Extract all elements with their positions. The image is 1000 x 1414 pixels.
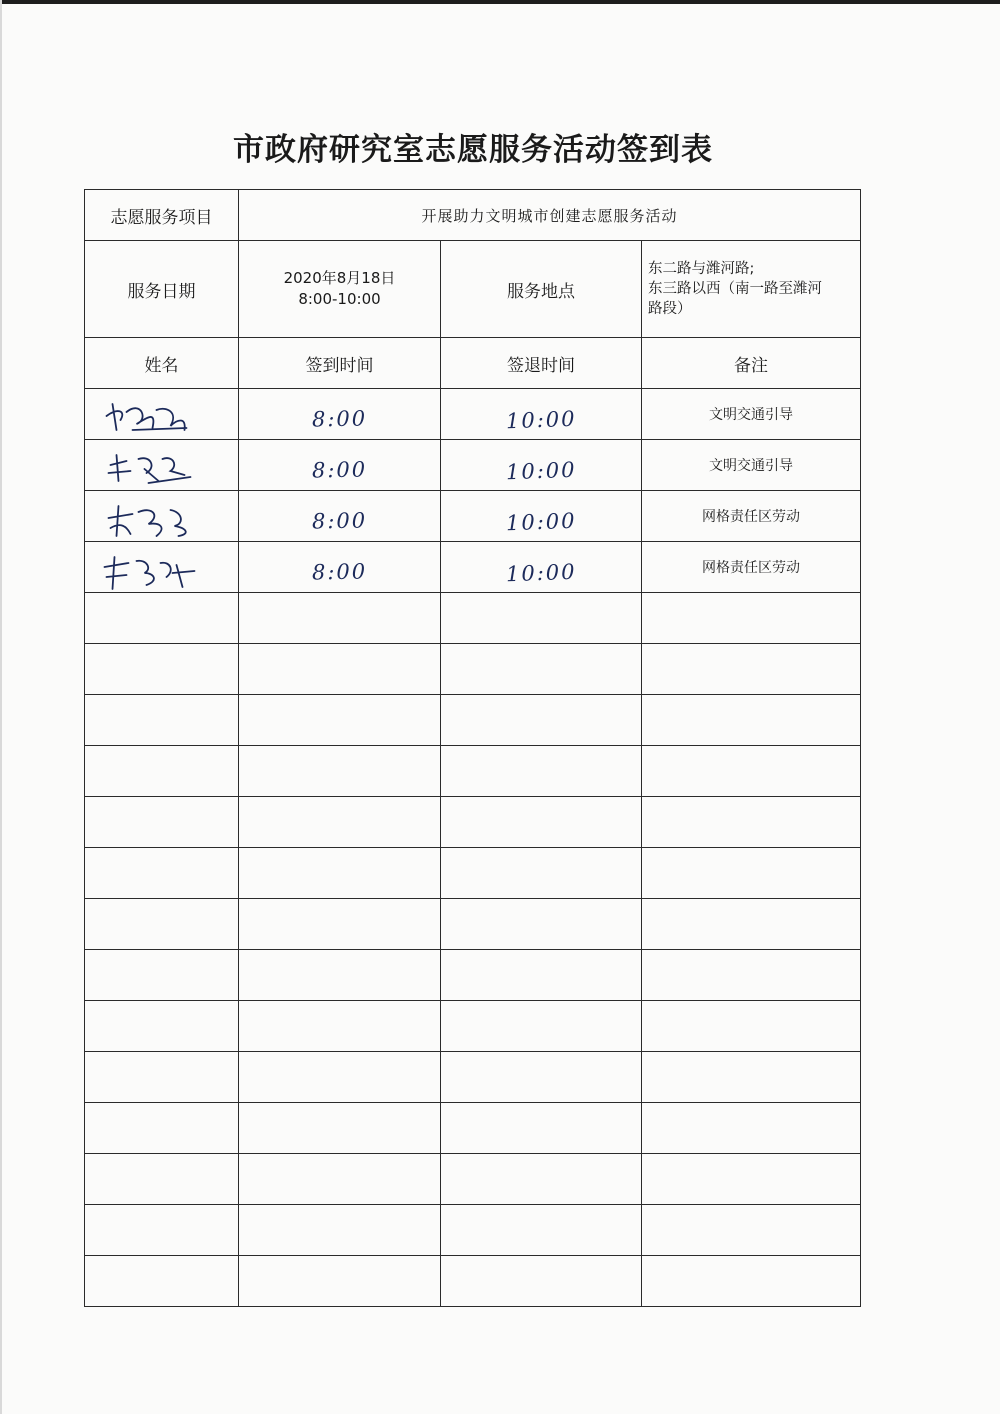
empty-row — [85, 746, 861, 797]
name-cell — [85, 1205, 239, 1256]
service-row — [85, 241, 861, 338]
page-title: 市政府研究室志愿服务活动签到表 — [233, 132, 713, 168]
signout-cell — [441, 593, 642, 644]
note-cell — [642, 797, 861, 848]
signin-cell — [239, 695, 441, 746]
column-header-signin: 签到时间 — [239, 338, 441, 389]
signout-cell — [441, 542, 642, 593]
signout-cell — [441, 746, 642, 797]
signout-time: 10:00 — [505, 508, 577, 536]
note-cell — [642, 848, 861, 899]
signin-cell — [239, 542, 441, 593]
note-cell — [642, 746, 861, 797]
signature-stroke — [105, 557, 195, 589]
name-cell — [85, 1154, 239, 1205]
empty-row — [85, 797, 861, 848]
signout-cell — [441, 950, 642, 1001]
note-cell — [642, 950, 861, 1001]
note-cell — [642, 440, 861, 491]
signout-cell — [441, 899, 642, 950]
name-cell — [85, 797, 239, 848]
signin-cell — [239, 950, 441, 1001]
project-value: 开展助力文明城市创建志愿服务活动 — [239, 190, 861, 241]
signout-cell — [441, 1205, 642, 1256]
name-cell — [85, 491, 239, 542]
signin-cell — [239, 899, 441, 950]
signout-cell — [441, 1001, 642, 1052]
note-cell — [642, 899, 861, 950]
signout-cell — [441, 1256, 642, 1307]
place-value — [642, 241, 861, 338]
project-row — [85, 190, 861, 241]
handwritten-signature — [85, 492, 238, 540]
handwritten-signature — [85, 543, 238, 591]
note-cell — [642, 1154, 861, 1205]
table-row — [85, 389, 861, 440]
signin-cell — [239, 593, 441, 644]
empty-row — [85, 695, 861, 746]
table-body — [85, 389, 861, 1307]
signout-cell — [441, 797, 642, 848]
signin-cell — [239, 1001, 441, 1052]
date-line-1: 2020年8月18日 — [283, 269, 396, 287]
place-line-1: 东二路与潍河路; — [648, 261, 755, 277]
note-text: 文明交通引导 — [709, 458, 793, 474]
signout-time: 10:00 — [505, 559, 577, 587]
signout-time: 10:00 — [505, 406, 577, 434]
signin-cell — [239, 1154, 441, 1205]
signout-cell — [441, 695, 642, 746]
empty-row — [85, 644, 861, 695]
column-header-note: 备注 — [642, 338, 861, 389]
note-cell — [642, 695, 861, 746]
place-line-2: 东三路以西（南一路至潍河 — [648, 281, 822, 297]
project-label: 志愿服务项目 — [85, 190, 239, 241]
note-cell — [642, 644, 861, 695]
signin-cell — [239, 491, 441, 542]
column-header-row — [85, 338, 861, 389]
name-cell — [85, 644, 239, 695]
table-row — [85, 440, 861, 491]
column-header-signout: 签退时间 — [441, 338, 642, 389]
signin-cell — [239, 440, 441, 491]
note-cell — [642, 1205, 861, 1256]
signin-cell — [239, 1052, 441, 1103]
signin-cell — [239, 1205, 441, 1256]
sign-in-table — [84, 189, 861, 1307]
name-cell — [85, 1001, 239, 1052]
note-text: 网格责任区劳动 — [702, 560, 800, 576]
signin-time: 8:00 — [311, 406, 368, 432]
signin-time: 8:00 — [311, 508, 368, 534]
name-cell — [85, 389, 239, 440]
signin-cell — [239, 1256, 441, 1307]
name-cell — [85, 746, 239, 797]
scan-left-edge — [0, 0, 2, 1414]
signin-cell — [239, 644, 441, 695]
empty-row — [85, 1256, 861, 1307]
empty-row — [85, 950, 861, 1001]
signin-cell — [239, 746, 441, 797]
name-cell — [85, 848, 239, 899]
empty-row — [85, 1052, 861, 1103]
signout-cell — [441, 1052, 642, 1103]
signout-cell — [441, 1154, 642, 1205]
signout-cell — [441, 644, 642, 695]
note-cell — [642, 1001, 861, 1052]
empty-row — [85, 1001, 861, 1052]
note-cell — [642, 1256, 861, 1307]
signin-cell — [239, 848, 441, 899]
date-label: 服务日期 — [85, 241, 239, 338]
place-label: 服务地点 — [441, 241, 642, 338]
note-cell — [642, 389, 861, 440]
name-cell — [85, 950, 239, 1001]
signature-stroke — [109, 506, 186, 536]
name-cell — [85, 1052, 239, 1103]
signin-cell — [239, 797, 441, 848]
empty-row — [85, 593, 861, 644]
name-cell — [85, 1256, 239, 1307]
empty-row — [85, 899, 861, 950]
name-cell — [85, 1103, 239, 1154]
empty-row — [85, 848, 861, 899]
signature-stroke — [109, 455, 191, 483]
name-cell — [85, 542, 239, 593]
signout-cell — [441, 491, 642, 542]
date-line-2: 8:00-10:00 — [298, 290, 381, 308]
signout-time: 10:00 — [505, 457, 577, 485]
empty-row — [85, 1154, 861, 1205]
scan-top-edge — [0, 0, 1000, 4]
note-cell — [642, 1103, 861, 1154]
name-cell — [85, 440, 239, 491]
signout-cell — [441, 848, 642, 899]
signin-cell — [239, 389, 441, 440]
note-cell — [642, 491, 861, 542]
signin-time: 8:00 — [311, 559, 368, 585]
note-text: 文明交通引导 — [709, 407, 793, 423]
table-row — [85, 491, 861, 542]
signin-cell — [239, 1103, 441, 1154]
signout-cell — [441, 1103, 642, 1154]
name-cell — [85, 899, 239, 950]
signout-cell — [441, 389, 642, 440]
table-row — [85, 542, 861, 593]
empty-row — [85, 1205, 861, 1256]
place-line-3: 路段） — [648, 301, 692, 317]
name-cell — [85, 593, 239, 644]
note-text: 网格责任区劳动 — [702, 509, 800, 525]
date-value — [239, 241, 441, 338]
note-cell — [642, 593, 861, 644]
signature-stroke — [107, 404, 187, 430]
handwritten-signature — [85, 441, 238, 489]
name-cell — [85, 695, 239, 746]
signin-time: 8:00 — [311, 457, 368, 483]
note-cell — [642, 1052, 861, 1103]
empty-row — [85, 1103, 861, 1154]
column-header-name: 姓名 — [85, 338, 239, 389]
handwritten-signature — [85, 390, 238, 438]
note-cell — [642, 542, 861, 593]
signout-cell — [441, 440, 642, 491]
